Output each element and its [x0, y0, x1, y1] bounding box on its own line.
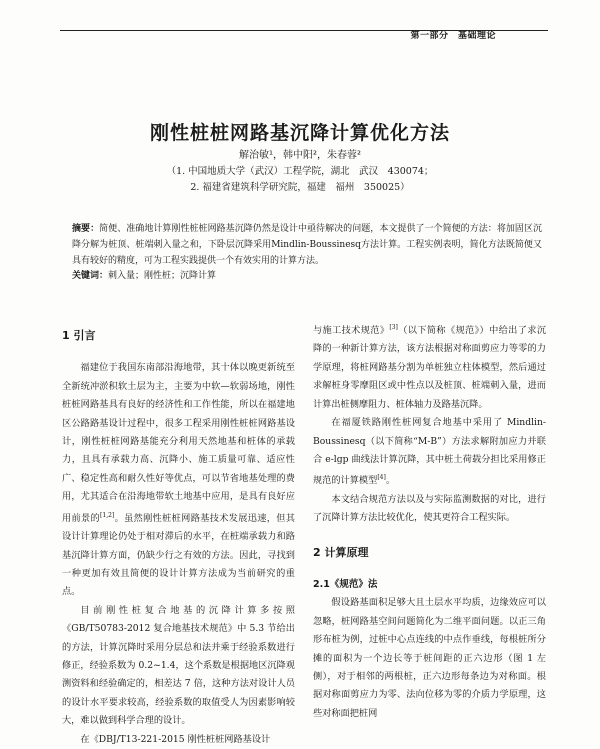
keywords	[72, 268, 542, 281]
paragraph	[313, 414, 546, 491]
section-1-heading: 1 引言	[62, 329, 96, 342]
paragraph: 目前刚性桩复合地基的沉降计算多按照《GB/T50783-2012 复合地基技术规范》中 5.3 节给出的方法，计算沉降时采用分层总和法并乘于经验系数进行修正，经验系数为 0.2~1.4，这个系数是根据地区沉降观测资料和经验确定的，相差达 7 倍，这种方法对设计人员的设计水平要求较高，经验系数的取值受人为因素影响较大，难以做到科学合理的设计。	[62, 604, 295, 727]
header-rule	[60, 30, 548, 31]
citation: [3]	[389, 324, 398, 331]
subsection-heading: 2.1《规范》法	[313, 579, 378, 590]
citation: [4]	[377, 474, 386, 482]
right-column	[313, 319, 546, 723]
abstract-text: 简便、准确地计算刚性桩桩网路基沉降仍然是设计中亟待解决的问题，本文提供了一个简便的方法：将加固区沉降分解为桩顶、桩端刺入量之和，下卧层沉降采用Mindlin-Boussinesq方法计算。工程实例表明，简化方法既简便又具有较好的精度，可为工程实践提供一个有效实用的计算方法。	[72, 224, 542, 266]
citation: [1,2]	[100, 511, 115, 519]
keywords-text: 刺入量；刚性桩；沉降计算	[108, 271, 217, 281]
paragraph: 假设路基面积足够大且土层水平均质，边缘效应可以忽略，桩网路基空间问题简化为二维平面问题。以正三角形布桩为例，过桩中心点连线的中点作垂线，每根桩所分摊的面积为一个边长等于桩间距的正六边形（图 1 左侧），对于相邻的两根桩，正六边形每条边为对称面。根据对称面剪应力为零、法向位移为零的介质力学原理，这些对称面把桩网	[313, 597, 546, 719]
affiliation-1: （1. 中国地质大学（武汉）工程学院，湖北 武汉 430074；	[166, 166, 434, 177]
authors: 解治敏¹，韩中阳²，朱春蓉²	[238, 150, 362, 161]
abstract-label: 摘要：	[72, 224, 100, 234]
paragraph-text: 福建位于我国东南部沿海地带，其十体以晚更新统至全新统冲淤积软土层为主，主要为中软—软弱场地，刚性桩桩网路基具有良好的经济性和工作性能，所以在福建地区公路路基设计过程中，很多工程采用刚性桩桩网路基设计，刚性桩桩网路基能充分利用天然地基和桩体的承载力，且具有承载力高、沉降小、施工质量可靠、适应性广、稳定性高和耐久性好等优点，可以节省地基处理的费用，尤其适合在沿海地带软土地基中应用，是具有良好应用前景的	[62, 362, 295, 524]
paragraph-text: （以下简称《规范》）中给出了求沉降的一种新计算方法，该方法根据对称面剪应力等零的力学原理，将桩网路基分割为单桩独立柱体模型，然后通过求解桩身零摩阻区或中性点以及桩顶、桩端刺入量，进而计算出桩侧摩阻力、桩体轴力及路基沉降。	[313, 325, 547, 410]
paragraph: 本文结合规范方法以及与实际监测数据的对比，进行了沉降计算方法比较优化，使其更符合工程实际。	[313, 493, 546, 524]
paragraph-text: 。	[385, 475, 395, 487]
paragraph-text: 在福厦铁路刚性桩网复合地基中采用了 Mindlin-Boussinesq（以下简称“M-B”）方法求解附加应力并联合 e-lgp 曲线法计算沉降，其中桩土荷载分担比采用修正规范的计算模型	[313, 417, 546, 487]
section-2-heading: 2 计算原理	[313, 545, 369, 559]
running-header	[60, 14, 548, 41]
paragraph: 在《DBJ/T13-221-2015 刚性桩桩网路基设计	[80, 733, 271, 745]
paragraph	[62, 359, 295, 601]
affiliation-2: 2. 福建省建筑科学研究院，福建 福州 350025）	[190, 182, 410, 193]
paragraph	[313, 319, 546, 414]
paragraph-text: 。虽然刚性桩桩网路基技术发展迅速，但其设计计算理论仍处于相对滞后的水平，在桩端承载力和路基沉降计算方面，仍缺少行之有效的方法。因此，寻找到一种更加有效且简便的设计计算方法成为当前研究的重点。	[62, 512, 295, 598]
paragraph-text: 与施工技术规范》	[313, 325, 390, 337]
section-label: 第一部分 基础理论	[410, 31, 496, 41]
keywords-label: 关键词：	[72, 271, 109, 281]
paper-title: 刚性桩桩网路基沉降计算优化方法	[149, 122, 450, 144]
abstract	[72, 221, 542, 269]
left-column	[62, 327, 295, 749]
